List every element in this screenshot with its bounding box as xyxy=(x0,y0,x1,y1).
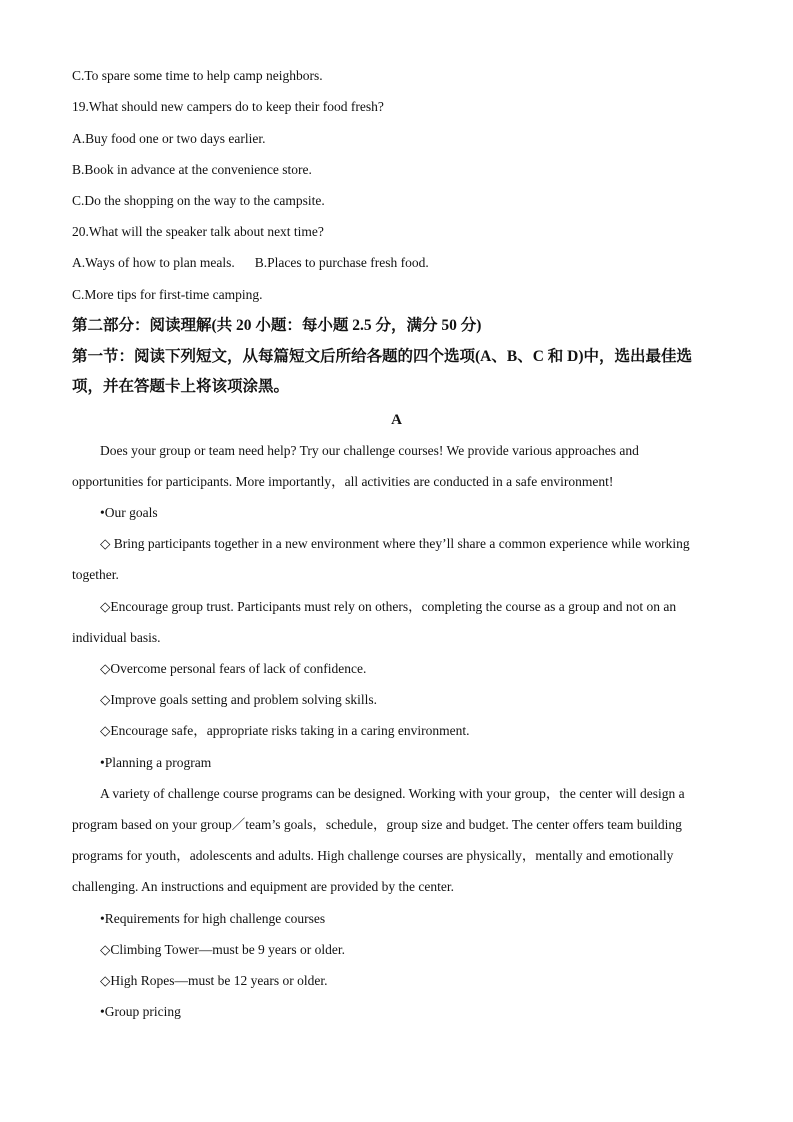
requirement-climbing-tower: ◇Climbing Tower—must be 9 years or older. xyxy=(100,942,346,957)
goal-4: ◇Improve goals setting and problem solving skills. xyxy=(100,692,377,707)
planning-line2: program based on your group／team’s goals，schedule，group size and budget. The center offers team building xyxy=(72,817,682,832)
part2-instruction-line1: 第一节：阅读下列短文，从每篇短文后所给各题的四个选项(A、B、C 和 D)中，选出最佳选 xyxy=(72,348,692,365)
passage-label: A xyxy=(391,412,402,428)
goal-3: ◇Overcome personal fears of lack of confidence. xyxy=(100,661,367,676)
question-20-option-b: B.Places to purchase fresh food. xyxy=(254,255,429,270)
question-20: 20.What will the speaker talk about next time? xyxy=(72,224,324,239)
question-20-option-a: A.Ways of how to plan meals. xyxy=(72,255,235,270)
part2-heading: 第二部分：阅读理解(共 20 小题：每小题 2.5 分，满分 50 分) xyxy=(72,317,482,334)
part2-instruction-line2: 项，并在答题卡上将该项涂黑。 xyxy=(72,378,290,395)
goal-1-line1: ◇ Bring participants together in a new environment where they’ll share a common experience while working xyxy=(100,536,690,551)
planning-heading: •Planning a program xyxy=(100,755,212,770)
planning-line3: programs for youth，adolescents and adults. High challenge courses are physically，mentally and emotionally xyxy=(72,848,674,863)
question-20-options-ab xyxy=(72,255,429,271)
intro-line1: Does your group or team need help? Try our challenge courses! We provide various approaches and xyxy=(100,443,639,458)
goal-5: ◇Encourage safe，appropriate risks taking in a caring environment. xyxy=(100,723,470,738)
question-18-option-c: C.To spare some time to help camp neighbors. xyxy=(72,68,323,83)
pricing-heading: •Group pricing xyxy=(100,1004,181,1019)
goals-heading: •Our goals xyxy=(100,505,158,520)
planning-line4: challenging. An instructions and equipment are provided by the center. xyxy=(72,879,455,894)
planning-line1: A variety of challenge course programs can be designed. Working with your group，the center will design a xyxy=(100,786,685,801)
intro-line2: opportunities for participants. More importantly，all activities are conducted in a safe environment! xyxy=(72,474,614,489)
question-19-option-b: B.Book in advance at the convenience store. xyxy=(72,162,312,177)
goal-2-line1: ◇Encourage group trust. Participants must rely on others，completing the course as a group and not on an xyxy=(100,599,677,614)
question-19-option-c: C.Do the shopping on the way to the campsite. xyxy=(72,193,325,208)
question-19: 19.What should new campers do to keep their food fresh? xyxy=(72,99,384,114)
question-19-option-a: A.Buy food one or two days earlier. xyxy=(72,131,266,146)
goal-1-line2: together. xyxy=(72,567,119,582)
requirements-heading: •Requirements for high challenge courses xyxy=(100,911,326,926)
requirement-high-ropes: ◇High Ropes—must be 12 years or older. xyxy=(100,973,328,988)
question-20-option-c: C.More tips for first-time camping. xyxy=(72,287,263,302)
goal-2-line2: individual basis. xyxy=(72,630,161,645)
